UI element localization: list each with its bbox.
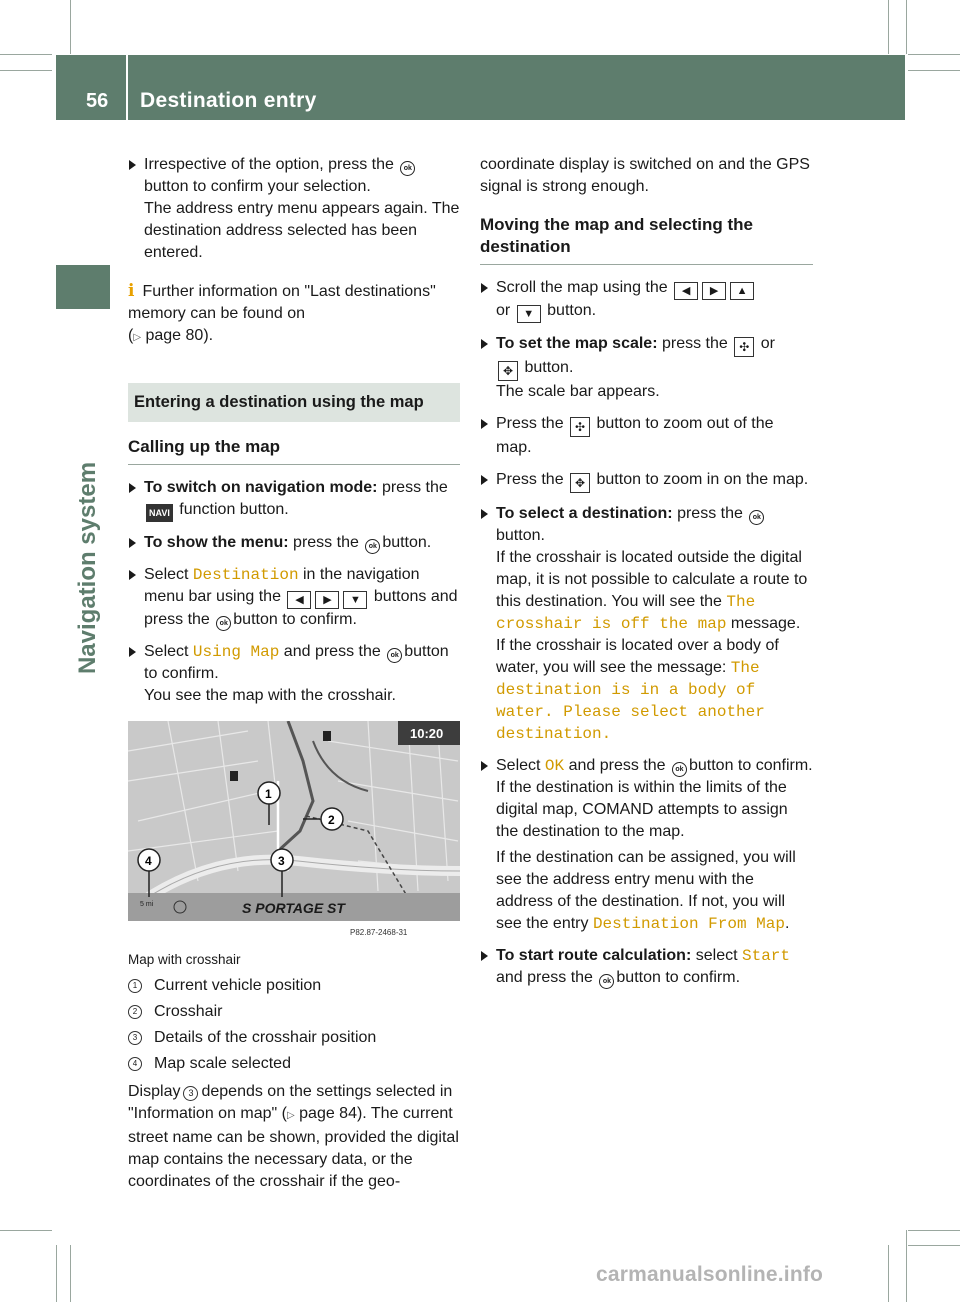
legend-item: 4 Map scale selected <box>128 1053 460 1075</box>
step-route-calculation: To start route calculation: select Start and press the ok button to confirm. <box>480 945 813 989</box>
crop-mark <box>0 70 52 71</box>
zoom-in-icon: ✥ <box>570 473 590 493</box>
legend-item: 1 Current vehicle position <box>128 975 460 997</box>
right-column <box>480 154 813 999</box>
ok-icon: ok <box>400 161 415 176</box>
crop-mark <box>56 1245 57 1302</box>
crop-mark <box>70 0 71 54</box>
map-image <box>128 721 460 939</box>
crop-mark <box>908 1245 960 1246</box>
step-select-destination-map: To select a destination: press the ok button. If the crosshair is located outside the digital map, it is not possible to calculate a route to this destination. You will see the The crosshair is off the map message. If the crosshair is located over a body of water, you will see the message: The destination is in a body of water. Please select another destination. <box>480 503 813 745</box>
ok-icon: ok <box>365 539 380 554</box>
info-icon: i <box>128 281 135 301</box>
ok-icon: ok <box>599 974 614 989</box>
map-figure-code: P82.87-2468-31 <box>350 928 408 937</box>
map-time: 10:20 <box>410 726 444 741</box>
step-confirm-selection: Irrespective of the option, press the ok button to confirm your selection. The address entry menu appears again. The destination address selected has been entered. <box>128 154 460 264</box>
map-street-name: S PORTAGE ST <box>242 900 345 916</box>
side-tab-label: Navigation system <box>74 461 101 675</box>
down-arrow-icon: ▼ <box>343 591 367 609</box>
legend-item: 3 Details of the crosshair position <box>128 1027 460 1049</box>
zoom-in-icon: ✥ <box>498 361 518 381</box>
watermark: carmanualsonline.info <box>596 1263 824 1286</box>
crop-mark <box>908 70 960 71</box>
step-select-destination: Select Destination in the navigation menu bar using the ◀ ▶ ▼ buttons and press the ok button to confirm. <box>128 564 460 631</box>
svg-text:4: 4 <box>145 854 152 868</box>
navi-key-icon: NAVI <box>146 504 173 522</box>
page-ref-icon: ▷ <box>286 1110 295 1121</box>
page-title: Destination entry <box>140 89 317 112</box>
header-divider <box>126 55 128 120</box>
figure-caption: Map with crosshair <box>128 952 241 967</box>
svg-text:2: 2 <box>328 813 335 827</box>
map-scale-label: 5 mi <box>140 901 154 908</box>
crop-mark <box>888 1245 889 1302</box>
continuation-paragraph: coordinate display is switched on and the GPS signal is strong enough. <box>480 156 810 195</box>
crop-mark <box>906 1230 907 1302</box>
crop-mark <box>0 1230 52 1231</box>
up-arrow-icon: ▲ <box>730 282 754 300</box>
left-arrow-icon: ◀ <box>674 282 698 300</box>
svg-text:3: 3 <box>278 854 285 868</box>
map-screenshot <box>128 721 460 939</box>
subheading: Calling up the map <box>128 436 460 465</box>
crop-mark <box>906 0 907 54</box>
down-arrow-icon: ▼ <box>517 305 541 323</box>
display-paragraph: Display 3 depends on the settings selected in "Information on map" (▷ page 84). The current street name can be shown, provided the digital map contains the necessary data, or the coordinates of the crosshair if the geo- <box>128 1083 459 1190</box>
side-tab-marker <box>56 265 110 309</box>
ok-icon: ok <box>387 648 402 663</box>
right-arrow-icon: ▶ <box>702 282 726 300</box>
ok-icon: ok <box>672 762 687 777</box>
left-column <box>128 154 460 1203</box>
step-select-ok: Select OK and press the ok button to confirm. If the destination is within the limits of the digital map, COMAND attempts to assign the destination to the map. If the destination can be assigned, you will see the address entry menu with the address of the destination. If not, you will see the entry Destination From Map. <box>480 755 813 935</box>
page-number: 56 <box>86 90 109 112</box>
crop-mark <box>70 1245 71 1302</box>
step-zoom-in: Press the ✥ button to zoom in on the map. <box>480 469 813 493</box>
step-map-scale: To set the map scale: press the ✣ or ✥ button. The scale bar appears. <box>480 333 813 403</box>
crop-mark <box>888 0 889 54</box>
left-arrow-icon: ◀ <box>287 591 311 609</box>
legend-item: 2 Crosshair <box>128 1001 460 1023</box>
ok-icon: ok <box>216 616 231 631</box>
right-arrow-icon: ▶ <box>315 591 339 609</box>
step-zoom-out: Press the ✣ button to zoom out of the map. <box>480 413 813 459</box>
step-using-map: Select Using Map and press the ok button to confirm. You see the map with the crosshair. <box>128 641 460 707</box>
legend <box>128 975 460 1075</box>
zoom-out-icon: ✣ <box>570 417 590 437</box>
ok-icon: ok <box>749 510 764 525</box>
step-navigation-mode: To switch on navigation mode: press the NAVI function button. <box>128 477 460 522</box>
page-ref-icon: ▷ <box>133 332 142 343</box>
crop-mark <box>0 54 52 55</box>
crop-mark <box>908 54 960 55</box>
info-note: i Further information on "Last destinations" memory can be found on (▷ page 80). <box>128 281 436 344</box>
zoom-out-icon: ✣ <box>734 337 754 357</box>
step-show-menu: To show the menu: press the ok button. <box>128 532 460 554</box>
svg-text:1: 1 <box>265 787 272 801</box>
section-title: Entering a destination using the map <box>128 383 460 422</box>
step-scroll-map: Scroll the map using the ◀ ▶ ▲ or ▼ button. <box>480 277 813 323</box>
subheading: Moving the map and selecting the destination <box>480 214 813 265</box>
crop-mark <box>908 1230 960 1231</box>
